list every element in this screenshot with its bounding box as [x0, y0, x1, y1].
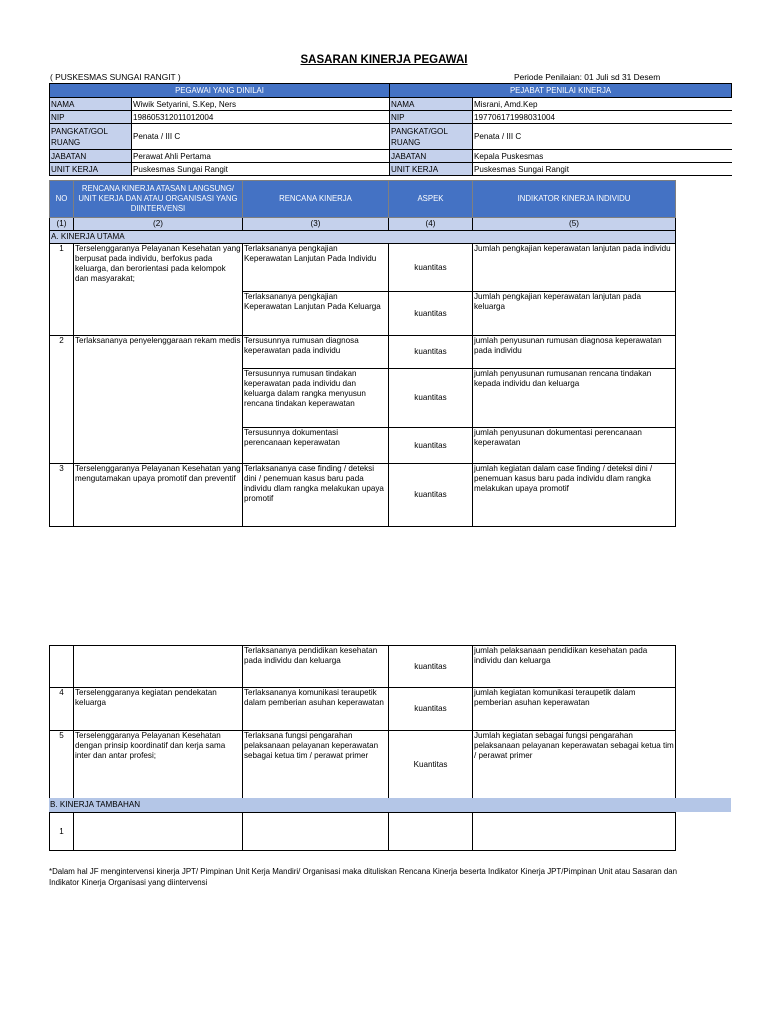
table-row — [50, 646, 676, 688]
col-aspek-header: ASPEK — [389, 181, 473, 218]
page-title: SASARAN KINERJA PEGAWAI — [300, 54, 468, 66]
row-aspek — [389, 813, 473, 851]
pegawai-nip: 198605312011012004 — [132, 111, 390, 124]
col-number: (3) — [243, 218, 389, 231]
row-no: 2 — [50, 336, 74, 464]
pejabat-header: PEJABAT PENILAI KINERJA — [390, 84, 732, 98]
section-a-title: A. KINERJA UTAMA — [50, 231, 676, 244]
row-rencana: Terlaksananya pendidikan kesehatan pada individu dan keluarga — [243, 646, 389, 688]
row-no: 4 — [50, 688, 74, 731]
col-number: (5) — [473, 218, 676, 231]
row-indikator: jumlah kegiatan komunikasi teraupetik dalam pemberian asuhan keperawatan — [473, 688, 676, 731]
unit-label: ( PUSKESMAS SUNGAI RANGIT ) — [50, 72, 181, 82]
pegawai-nama-label: NAMA — [50, 98, 132, 111]
pegawai-header: PEGAWAI YANG DINILAI — [50, 84, 390, 98]
pejabat-jabatan: Kepala Puskesmas — [473, 150, 732, 163]
row-aspek: Kuantitas — [389, 731, 473, 799]
row-no: 5 — [50, 731, 74, 799]
row-indikator: Jumlah kegiatan sebagai fungsi pengarahan pelaksanaan pelayanan keperawatan sebagai ketua tim / perawat primer — [473, 731, 676, 799]
row-rencana: Terlaksananya pengkajian Keperawatan Lanjutan Pada Individu — [243, 244, 389, 292]
row-aspek: kuantitas — [389, 369, 473, 428]
pegawai-jabatan-label: JABATAN — [50, 150, 132, 163]
period-label: Periode Penilaian: 01 Juli sd 31 Desem — [514, 72, 661, 82]
row-indikator — [473, 813, 676, 851]
col-rencana-atasan-header: RENCANA KINERJA ATASAN LANGSUNG/ UNIT KERJA DAN ATAU ORGANISASI YANG DIINTERVENSI — [74, 181, 243, 218]
pejabat-pangkat-label: PANGKAT/GOL RUANG — [390, 124, 473, 150]
kinerja-table-continued — [49, 645, 676, 799]
pejabat-unit-label: UNIT KERJA — [390, 163, 473, 176]
pegawai-unit: Puskesmas Sungai Rangit — [132, 163, 390, 176]
row-aspek: kuantitas — [389, 244, 473, 292]
row-rencana: Terlaksana fungsi pengarahan pelaksanaan pelayanan keperawatan sebagai ketua tim / perawat primer — [243, 731, 389, 799]
col-number: (1) — [50, 218, 74, 231]
employee-info-table — [49, 83, 732, 176]
col-number: (4) — [389, 218, 473, 231]
col-number: (2) — [74, 218, 243, 231]
pegawai-nama: Wiwik Setyarini, S.Kep, Ners — [132, 98, 390, 111]
row-rencana: Tersusunnya rumusan tindakan keperawatan pada individu dan keluarga dalam rangka menyusun rencana tindakan keperawatan — [243, 369, 389, 428]
pegawai-unit-label: UNIT KERJA — [50, 163, 132, 176]
row-rencana: Terlaksananya komunikasi teraupetik dalam pemberian asuhan keperawatan — [243, 688, 389, 731]
row-aspek: kuantitas — [389, 428, 473, 464]
row-rencana: Tersusunnya dokumentasi perencanaan keperawatan — [243, 428, 389, 464]
row-atasan: Terselenggaranya Pelayanan Kesehatan dengan prinsip koordinatif dan kerja sama inter dan antar profesi; — [74, 731, 243, 799]
col-indikator-header: INDIKATOR KINERJA INDIVIDU — [473, 181, 676, 218]
pegawai-nip-label: NIP — [50, 111, 132, 124]
pegawai-pangkat-label: PANGKAT/GOL RUANG — [50, 124, 132, 150]
row-atasan: Terlaksananya penyelenggaraan rekam medis — [74, 336, 243, 464]
col-rencana-header: RENCANA KINERJA — [243, 181, 389, 218]
row-aspek: kuantitas — [389, 336, 473, 369]
row-no: 1 — [50, 813, 74, 851]
row-aspek: kuantitas — [389, 292, 473, 336]
row-indikator: Jumlah pengkajian keperawatan lanjutan pada keluarga — [473, 292, 676, 336]
pegawai-jabatan: Perawat Ahli Pertama — [132, 150, 390, 163]
row-aspek: kuantitas — [389, 464, 473, 527]
section-b-title: B. KINERJA TAMBAHAN — [49, 798, 731, 812]
row-rencana: Tersusunnya rumusan diagnosa keperawatan pada individu — [243, 336, 389, 369]
pejabat-pangkat: Penata / III C — [473, 124, 732, 150]
row-indikator: jumlah pelaksanaan pendidikan kesehatan pada individu dan keluarga — [473, 646, 676, 688]
row-aspek: kuantitas — [389, 688, 473, 731]
row-indikator: jumlah penyusunan dokumentasi perencanaan keperawatan — [473, 428, 676, 464]
kinerja-table — [49, 180, 676, 527]
row-aspek: kuantitas — [389, 646, 473, 688]
table-row — [50, 464, 676, 527]
row-no: 1 — [50, 244, 74, 336]
row-rencana: Terlaksananya pengkajian Keperawatan Lanjutan Pada Keluarga — [243, 292, 389, 336]
row-no — [50, 646, 74, 688]
pejabat-nama: Misrani, Amd.Kep — [473, 98, 732, 111]
pegawai-pangkat: Penata / III C — [132, 124, 390, 150]
pejabat-jabatan-label: JABATAN — [390, 150, 473, 163]
table-row — [50, 336, 676, 369]
pejabat-unit: Puskesmas Sungai Rangit — [473, 163, 732, 176]
row-indikator: Jumlah pengkajian keperawatan lanjutan pada individu — [473, 244, 676, 292]
pejabat-nip-label: NIP — [390, 111, 473, 124]
kinerja-tambahan-table — [49, 812, 676, 851]
row-rencana: Terlaksananya case finding / deteksi dini / penemuan kasus baru pada individu dlam rangka melakukan upaya promotif — [243, 464, 389, 527]
pejabat-nama-label: NAMA — [390, 98, 473, 111]
row-atasan: Terselenggaranya kegiatan pendekatan keluarga — [74, 688, 243, 731]
row-atasan — [74, 813, 243, 851]
row-indikator: jumlah penyusunan rumusan diagnosa keperawatan pada individu — [473, 336, 676, 369]
col-no-header: NO — [50, 181, 74, 218]
table-row — [50, 731, 676, 799]
row-atasan: Terselenggaranya Pelayanan Kesehatan yang mengutamakan upaya promotif dan preventif — [74, 464, 243, 527]
row-indikator: jumlah penyusunan rumusanan rencana tindakan kepada individu dan keluarga — [473, 369, 676, 428]
table-row — [50, 813, 676, 851]
table-row — [50, 244, 676, 292]
row-rencana — [243, 813, 389, 851]
row-atasan — [74, 646, 243, 688]
row-no: 3 — [50, 464, 74, 527]
pejabat-nip: 197706171998031004 — [473, 111, 732, 124]
table-row — [50, 688, 676, 731]
footnote: *Dalam hal JF mengintervensi kinerja JPT/ Pimpinan Unit Kerja Mandiri/ Organisasi maka dituliskan Rencana Kinerja beserta Indikator Kinerja JPT/Pimpinan Unit atau Sasaran dan Indikator Kinerja Organisasi yang diintervensi — [49, 867, 678, 887]
row-atasan: Terselenggaranya Pelayanan Kesehatan yang berpusat pada individu, berfokus pada keluarga, dan berorientasi pada kelompok dan masyarakat; — [74, 244, 243, 336]
row-indikator: jumlah kegiatan dalam case finding / deteksi dini / penemuan kasus baru pada individu dlam rangka melakukan upaya promotif — [473, 464, 676, 527]
